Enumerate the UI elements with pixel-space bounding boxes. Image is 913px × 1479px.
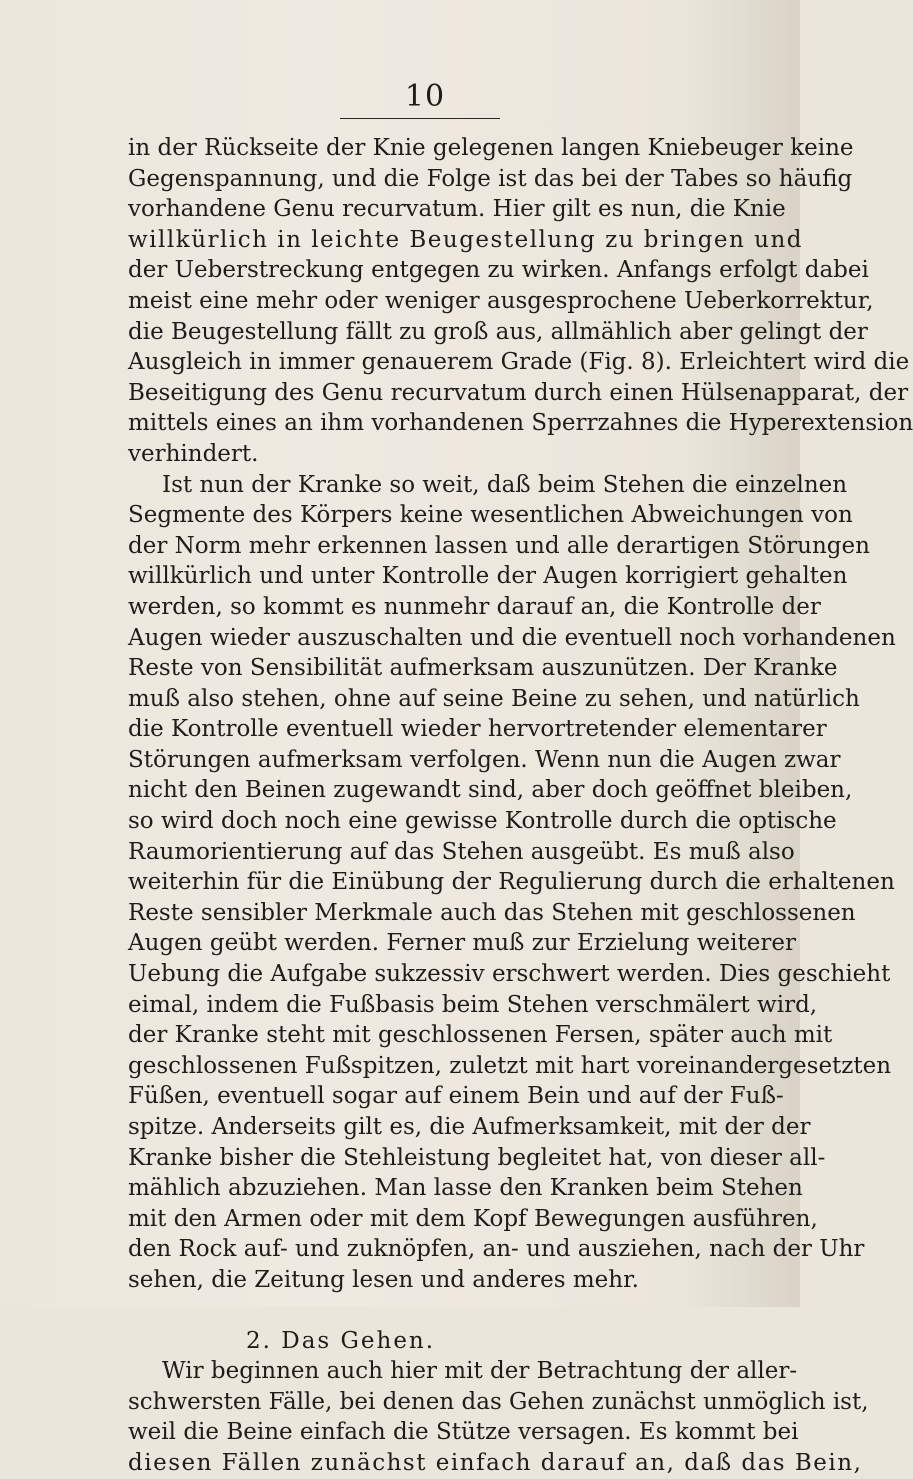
text-line: in der Rückseite der Knie gelegenen langen Kniebeuger keine: [128, 135, 854, 161]
text-line: geschlossenen Fußspitzen, zuletzt mit hart voreinandergesetzten: [128, 1052, 892, 1079]
text-line: Segmente des Körpers keine wesentlichen Abweichungen von: [128, 502, 853, 529]
text-line: mählich abzuziehen. Man lasse den Kranken beim Stehen: [128, 1175, 803, 1202]
text-line: nicht den Beinen zugewandt sind, aber doch geöffnet bleiben,: [128, 777, 853, 804]
text-line: Raumorientierung auf das Stehen ausgeübt. Es muß also: [128, 838, 795, 865]
text-line: der Norm mehr erkennen lassen und alle derartigen Störungen: [128, 532, 870, 559]
page-body: [128, 133, 913, 1479]
text-line: willkürlich und unter Kontrolle der Augen korrigiert gehalten: [128, 563, 848, 590]
text-line: weiterhin für die Einübung der Regulierung durch die erhaltenen: [128, 869, 895, 896]
text-line: vorhandene Genu recurvatum. Hier gilt es nun, die Knie: [128, 196, 786, 223]
text-line: muß also stehen, ohne auf seine Beine zu sehen, und natürlich: [128, 685, 860, 712]
text-line: Ist nun der Kranke so weit, daß beim Stehen die einzelnen: [162, 471, 848, 498]
text-line: so wird doch noch eine gewisse Kontrolle durch die optische: [128, 808, 837, 835]
text-line: Reste von Sensibilität aufmerksam auszunützen. Der Kranke: [128, 655, 838, 682]
text-line: Beseitigung des Genu recurvatum durch einen Hülsenapparat, der: [128, 379, 909, 406]
text-line: mit den Armen oder mit dem Kopf Bewegungen ausführen,: [128, 1205, 818, 1232]
page-number-rule: [340, 118, 500, 119]
text-line: mittels eines an ihm vorhandenen Sperrzahnes die Hyperextension: [128, 410, 913, 437]
text-line: Störungen aufmerksam verfolgen. Wenn nun die Augen zwar: [128, 746, 841, 773]
text-line: den Rock auf- und zuknöpfen, an- und ausziehen, nach der Uhr: [128, 1236, 865, 1263]
text-line: Kranke bisher die Stehleistung begleitet hat, von dieser all-: [128, 1144, 826, 1171]
paragraph-2: [128, 470, 896, 1296]
text-line: der Ueberstreckung entgegen zu wirken. Anfangs erfolgt dabei: [128, 257, 869, 284]
text-line: eimal, indem die Fußbasis beim Stehen verschmälert wird,: [128, 991, 818, 1018]
text-line: verhindert.: [128, 440, 259, 467]
text-line: Augen geübt werden. Ferner muß zur Erzielung weiterer: [128, 930, 796, 957]
text-line: die Beugestellung fällt zu groß aus, allmählich aber gelingt der: [128, 318, 868, 345]
text-line: werden, so kommt es nunmehr darauf an, die Kontrolle der: [128, 593, 821, 620]
text-line: spitze. Anderseits gilt es, die Aufmerksamkeit, mit der der: [128, 1114, 811, 1140]
paragraph-1: [128, 133, 913, 470]
text-line: Ausgleich in immer genauerem Grade (Fig. 8). Erleichtert wird die: [128, 349, 910, 376]
text-line: Reste sensibler Merkmale auch das Stehen mit geschlossenen: [128, 899, 856, 926]
text-line: Uebung die Aufgabe sukzessiv erschwert werden. Dies geschieht: [128, 961, 891, 988]
text-line: der Kranke steht mit geschlossenen Fersen, später auch mit: [128, 1022, 833, 1049]
page-number: 10: [404, 79, 446, 114]
paragraph-3: [128, 1356, 869, 1478]
text-line: schwersten Fälle, bei denen das Gehen zunächst unmöglich ist,: [128, 1388, 869, 1415]
text-line: die Kontrolle eventuell wieder hervortretender elementarer: [128, 716, 827, 743]
text-line: weil die Beine einfach die Stütze versagen. Es kommt bei: [128, 1419, 799, 1446]
text-line: diesen Fällen zunächst einfach darauf an, daß das Bein,: [128, 1449, 863, 1476]
text-line: meist eine mehr oder weniger ausgesprochene Ueberkorrektur,: [128, 287, 874, 314]
text-line: Gegenspannung, und die Folge ist das bei der Tabes so häufig: [128, 165, 853, 192]
text-line: Wir beginnen auch hier mit der Betrachtung der aller-: [162, 1358, 798, 1385]
text-line: willkürlich in leichte Beugestellung zu bringen und: [128, 226, 804, 253]
section-heading: 2. Das Gehen.: [246, 1327, 436, 1354]
text-line: Füßen, eventuell sogar auf einem Bein und auf der Fuß-: [128, 1083, 784, 1110]
text-line: sehen, die Zeitung lesen und anderes mehr.: [128, 1266, 639, 1293]
text-line: Augen wieder auszuschalten und die eventuell noch vorhandenen: [128, 624, 896, 651]
